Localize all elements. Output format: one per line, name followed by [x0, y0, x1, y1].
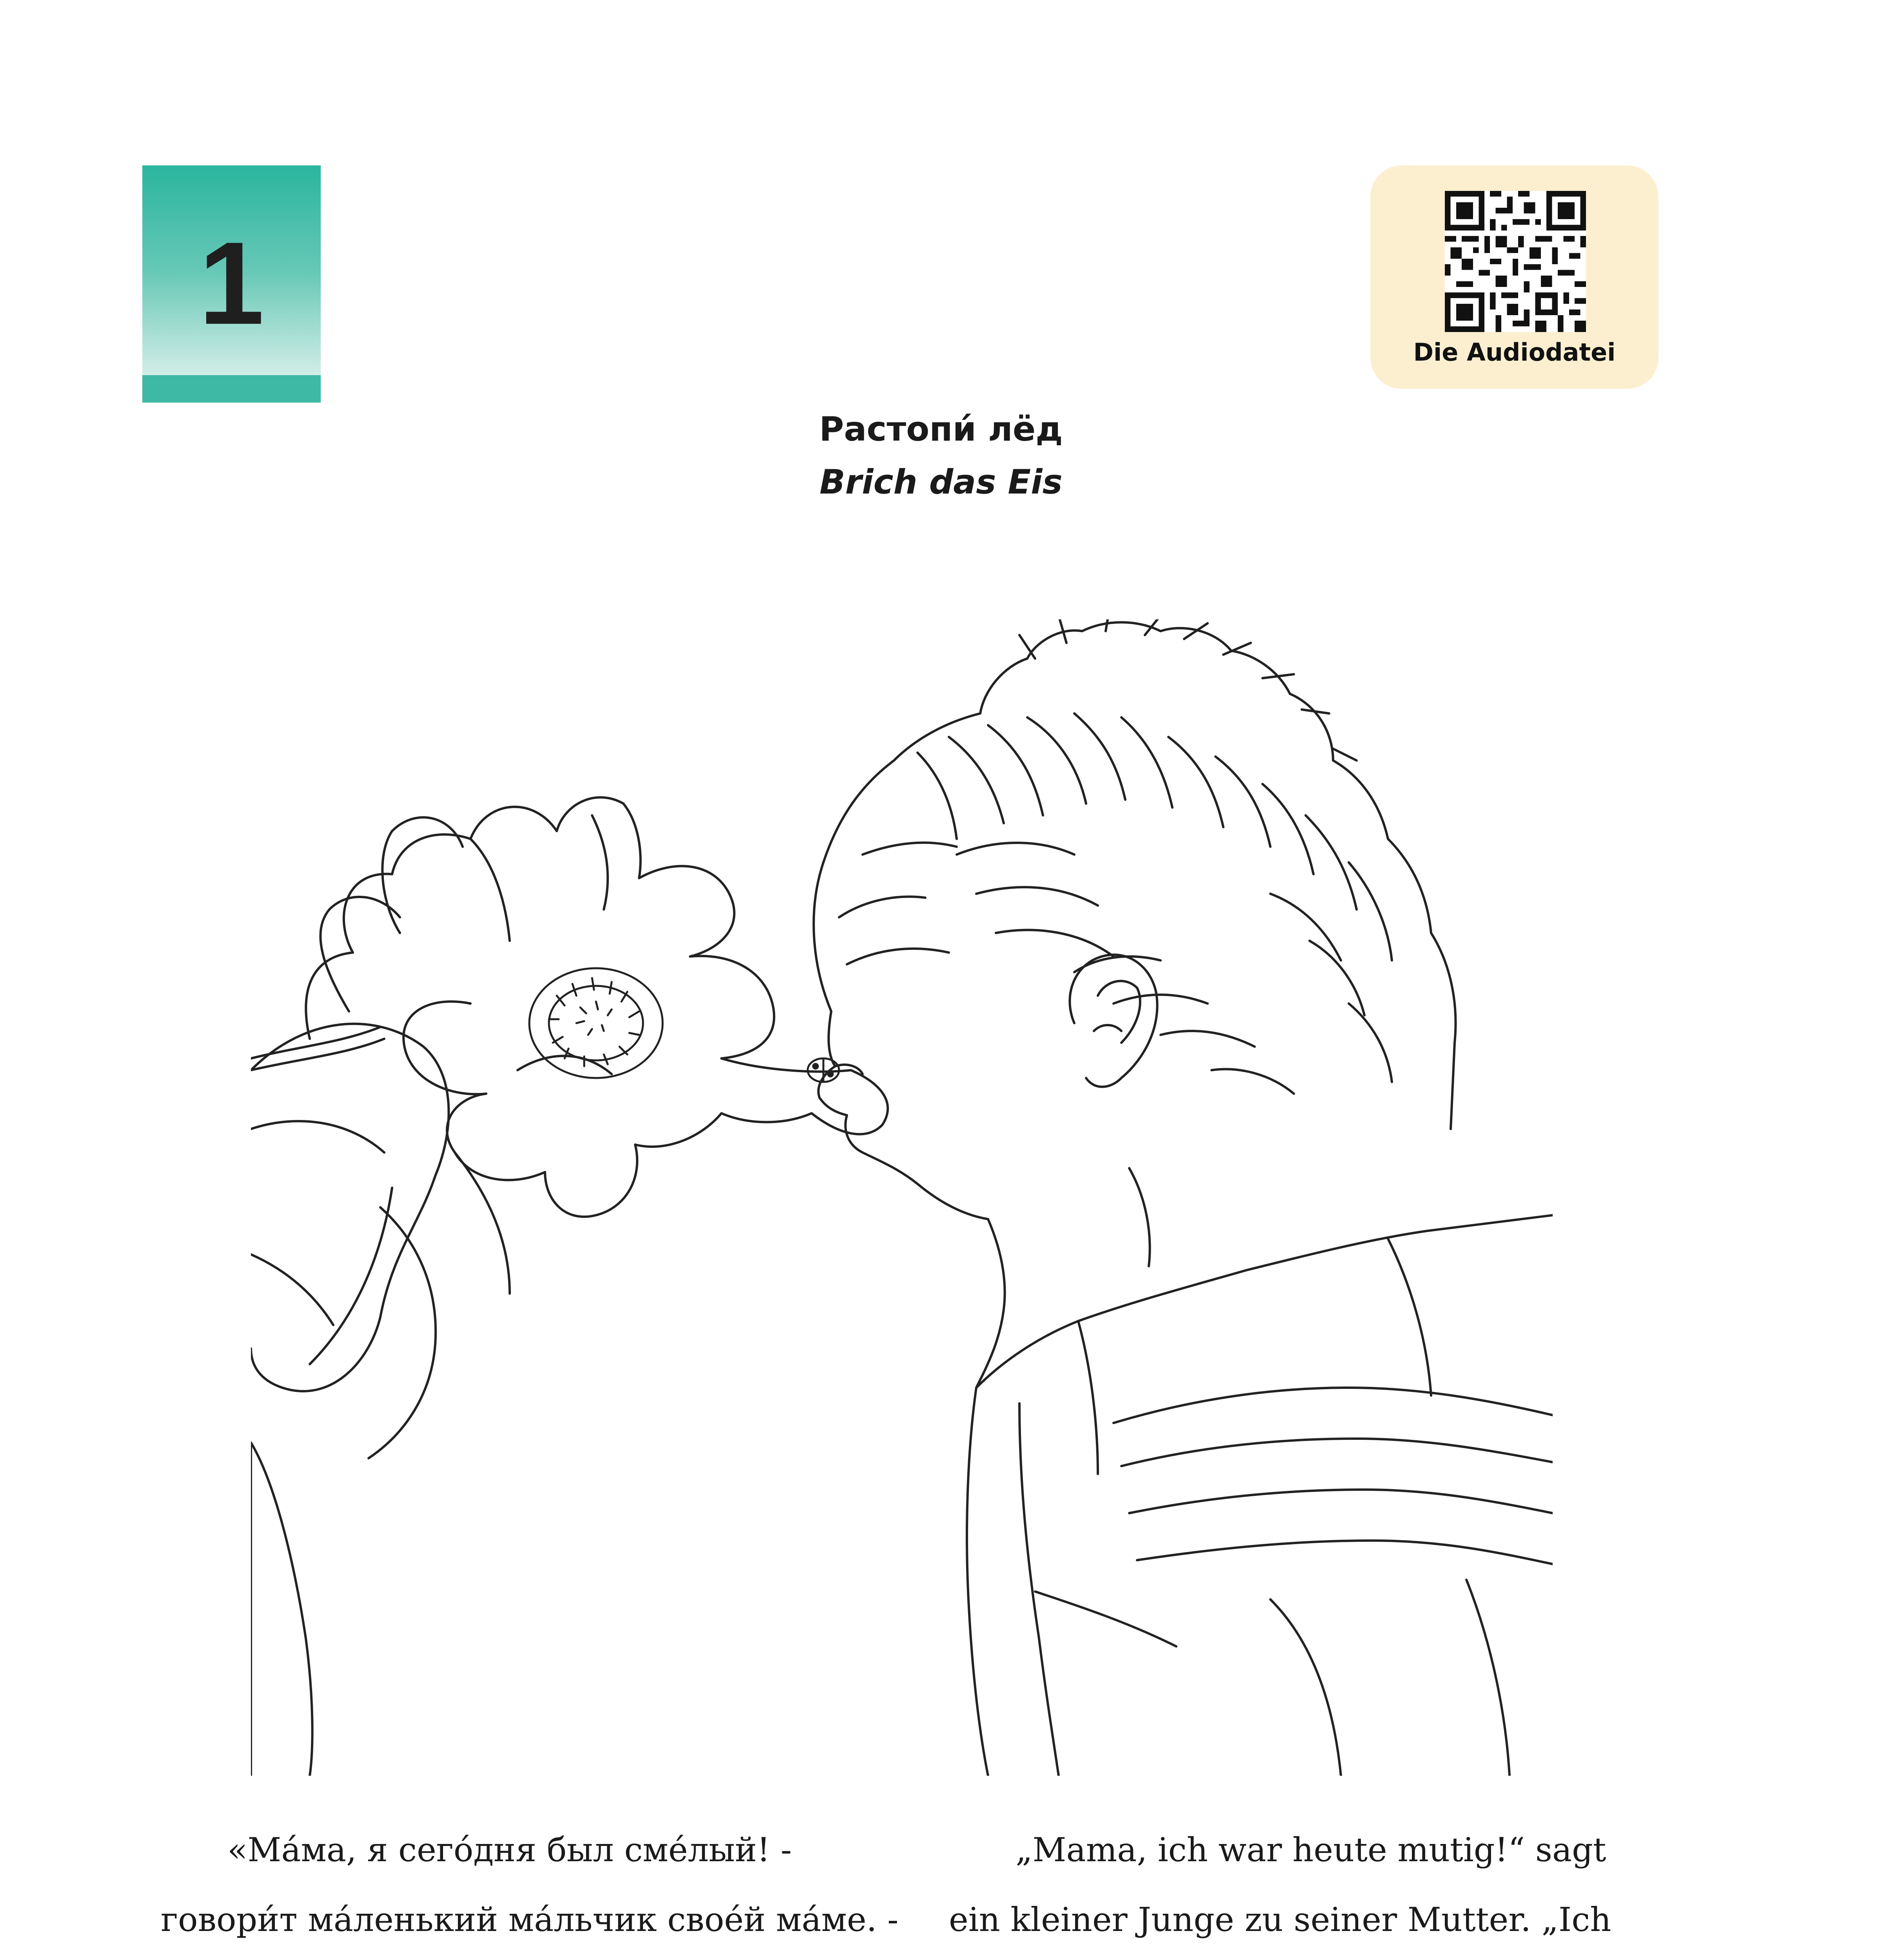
qr-code-icon[interactable] — [1445, 191, 1586, 332]
audio-card[interactable] — [1370, 165, 1659, 389]
title-german: Brich das Eis — [819, 463, 1063, 502]
boy-shirt-sketch — [967, 1168, 1553, 1776]
audio-label[interactable]: Die Audiodatei — [1413, 338, 1616, 367]
title-russian: Растопи́ лёд — [819, 410, 1063, 449]
chapter-badge — [142, 165, 321, 403]
boy-smelling-flower-illustration — [251, 619, 1553, 1776]
story-russian: «Ма́ма, я сего́дня был сме́лый! - говори́т ма́ленький ма́льчик своéй ма́ме. - — [161, 1831, 899, 1939]
chapter-badge-stripe — [142, 375, 321, 403]
boy-hair-sketch — [814, 619, 1455, 1129]
story-german: „Mama, ich war heute mutig!“ sagt ein kleiner Junge zu seiner Mutter. „Ich — [949, 1831, 1611, 1939]
flower-sketch — [306, 797, 888, 1458]
boy-face-sketch — [818, 1011, 1005, 1388]
chapter-number: 1 — [199, 217, 264, 349]
flower-center-sketch — [529, 968, 663, 1078]
boy-ear-sketch — [1070, 955, 1157, 1087]
flower-stem — [251, 1027, 384, 1070]
